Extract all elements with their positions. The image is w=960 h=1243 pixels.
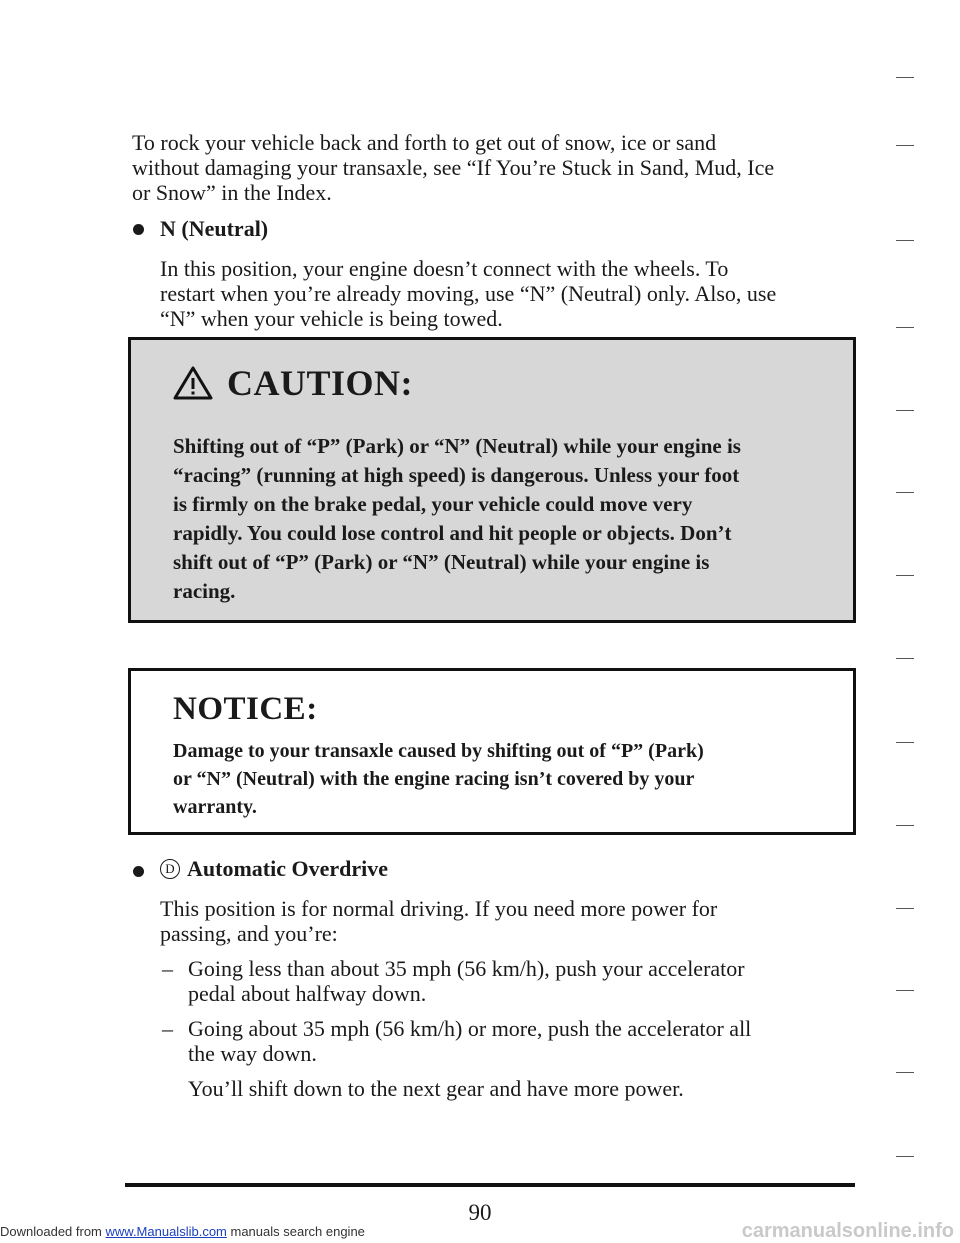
footer-rule (125, 1183, 855, 1187)
overdrive-symbol-letter: D (165, 860, 175, 876)
neutral-line: “N” when your vehicle is being towed. (160, 306, 503, 331)
dash-item-line: Going about 35 mph (56 km/h) or more, push the accelerator all (188, 1016, 752, 1041)
caution-line: “racing” (running at high speed) is dangerous. Unless your foot (173, 463, 740, 487)
dash-marker: – (162, 956, 173, 981)
caution-title (173, 362, 413, 404)
margin-mark (896, 240, 914, 241)
margin-mark (896, 77, 914, 78)
margin-mark (896, 658, 914, 659)
watermark: carmanualsonline.info (741, 1220, 954, 1242)
warning-triangle-icon (173, 365, 213, 401)
margin-mark (896, 1156, 914, 1157)
dash-item-line: pedal about halfway down. (188, 981, 427, 1006)
margin-mark (896, 410, 914, 411)
neutral-paragraph (160, 256, 860, 331)
dash-item-line: Going less than about 35 mph (56 km/h), push your accelerator (188, 956, 745, 981)
caution-body (173, 432, 833, 606)
caution-line: racing. (173, 579, 236, 603)
notice-box (128, 668, 856, 835)
notice-body (173, 737, 833, 821)
margin-mark (896, 1072, 914, 1073)
dash-item (188, 956, 868, 1006)
notice-line: or “N” (Neutral) with the engine racing isn’t covered by your (173, 768, 695, 790)
neutral-line: In this position, your engine doesn’t connect with the wheels. To (160, 256, 729, 281)
overdrive-paragraph (160, 896, 860, 946)
dash-marker: – (162, 1016, 173, 1041)
overdrive-heading (160, 856, 388, 881)
notice-line: warranty. (173, 796, 257, 818)
overdrive-symbol-icon (160, 859, 180, 879)
banner-suffix: manuals search engine (226, 1224, 365, 1239)
caution-box (128, 337, 856, 623)
caution-line: shift out of “P” (Park) or “N” (Neutral) while your engine is (173, 550, 710, 574)
intro-line: without damaging your transaxle, see “If You’re Stuck in Sand, Mud, Ice (132, 155, 775, 180)
overdrive-line: passing, and you’re: (160, 921, 338, 946)
notice-line: Damage to your transaxle caused by shifting out of “P” (Park) (173, 740, 704, 762)
caution-line: rapidly. You could lose control and hit people or objects. Don’t (173, 521, 732, 545)
caution-title-text: CAUTION: (227, 363, 414, 403)
caution-line: is firmly on the brake pedal, your vehicle could move very (173, 492, 693, 516)
intro-line: or Snow” in the Index. (132, 180, 332, 205)
dash-item (188, 1016, 868, 1066)
overdrive-heading-text: Automatic Overdrive (187, 856, 388, 881)
overdrive-closing: You’ll shift down to the next gear and have more power. (188, 1076, 684, 1101)
bullet-icon (133, 224, 144, 235)
neutral-heading: N (Neutral) (160, 216, 269, 241)
intro-paragraph (132, 130, 862, 205)
margin-mark (896, 990, 914, 991)
margin-mark (896, 825, 914, 826)
bullet-icon (133, 866, 144, 877)
intro-line: To rock your vehicle back and forth to get out of snow, ice or sand (132, 130, 717, 155)
caution-line: Shifting out of “P” (Park) or “N” (Neutral) while your engine is (173, 434, 741, 458)
margin-mark (896, 327, 914, 328)
banner-prefix: Downloaded from (0, 1224, 106, 1239)
manualslib-link[interactable]: www.Manualslib.com (105, 1224, 227, 1239)
page-number: 90 (468, 1200, 492, 1225)
margin-mark (896, 742, 914, 743)
margin-mark (896, 145, 914, 146)
neutral-line: restart when you’re already moving, use “N” (Neutral) only. Also, use (160, 281, 777, 306)
dash-item-line: the way down. (188, 1041, 317, 1066)
margin-mark (896, 492, 914, 493)
download-banner (0, 1224, 365, 1239)
notice-title: NOTICE: (173, 691, 318, 727)
margin-mark (896, 908, 914, 909)
margin-mark (896, 575, 914, 576)
overdrive-line: This position is for normal driving. If you need more power for (160, 896, 718, 921)
